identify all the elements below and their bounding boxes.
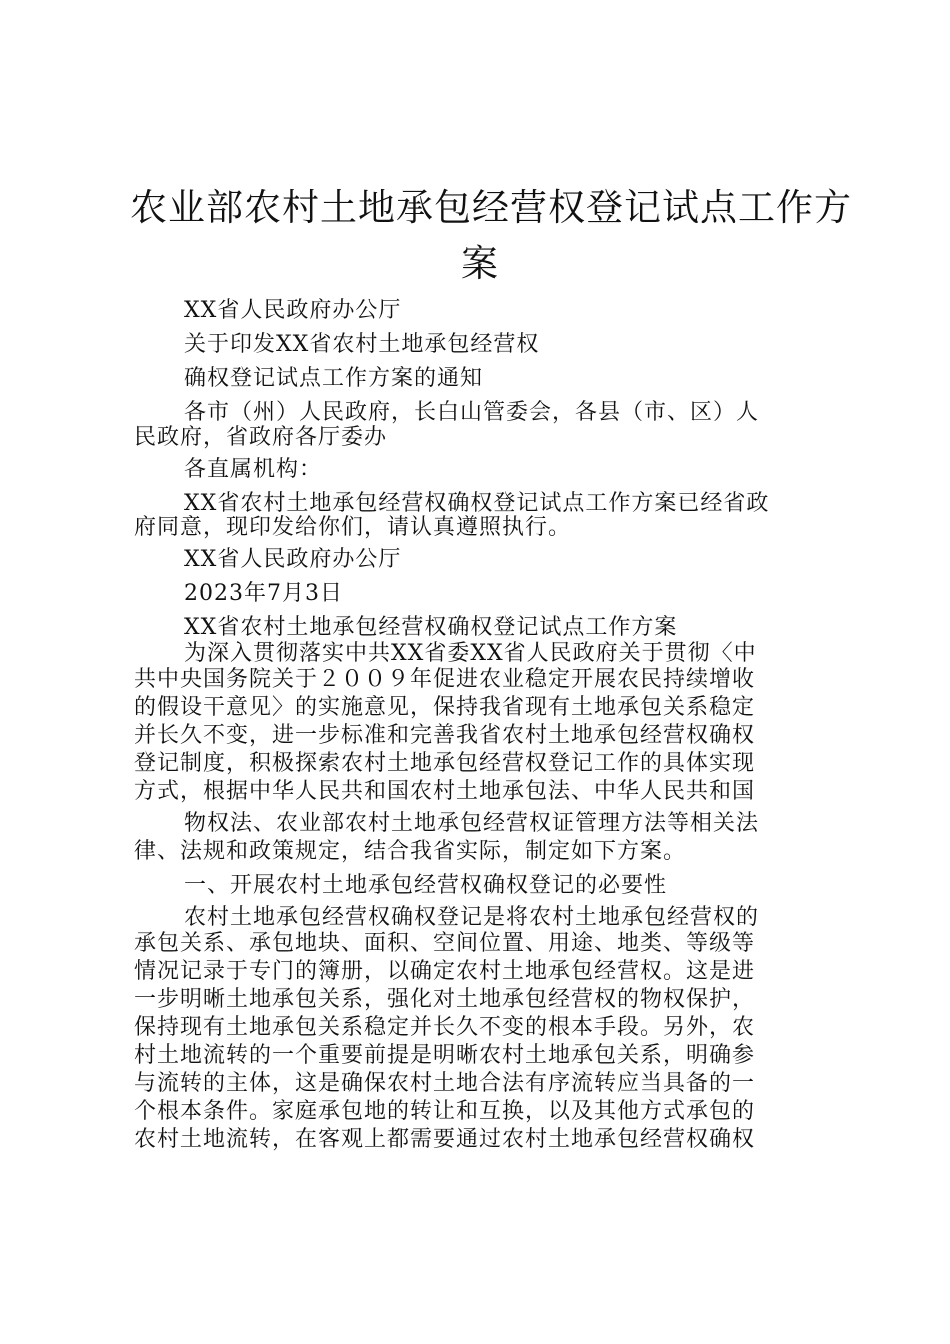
notice-title-line-1: 关于印发XX省农村土地承包经营权 (184, 332, 540, 357)
section-heading-1: 一、开展农村土地承包经营权确权登记的必要性 (184, 873, 668, 898)
recipients-line-2: 民政府，省政府各厅委办 (134, 425, 388, 450)
sender-office: XX省人民政府办公厅 (184, 298, 402, 323)
section-1-body-line-9: 农村土地流转，在客观上都需要通过农村土地承包经营权确权 (134, 1127, 756, 1152)
document-title-line-2: 案 (461, 242, 499, 285)
signature-date: 2023年7月3日 (184, 581, 343, 606)
section-1-body-line-3: 情况记录于专门的簿册，以确定农村土地承包经营权。这是进 (134, 959, 756, 984)
notice-title-line-2: 确权登记试点工作方案的通知 (184, 366, 484, 391)
document-title-line-1: 农业部农村土地承包经营权登记试点工作方 (130, 186, 852, 229)
plan-intro-line-3: 的假设干意见〉的实施意见，保持我省现有土地承包关系稳定 (134, 695, 756, 720)
plan-intro-line-2: 共中央国务院关于２００９年促进农业稳定开展农民持续增收 (134, 667, 756, 692)
signature-office: XX省人民政府办公厅 (184, 547, 402, 572)
plan-intro-line-7: 物权法、农业部农村土地承包经营权证管理方法等相关法 (184, 811, 760, 836)
plan-intro-line-5: 登记制度，积极探索农村土地承包经营权登记工作的具体实现 (134, 751, 756, 776)
plan-intro-line-8: 律、法规和政策规定，结合我省实际，制定如下方案。 (134, 839, 687, 864)
section-1-body-line-1: 农村土地承包经营权确权登记是将农村土地承包经营权的 (184, 905, 760, 930)
plan-intro-line-6: 方式，根据中华人民共和国农村土地承包法、中华人民共和国 (134, 779, 756, 804)
section-1-body-line-5: 保持现有土地承包关系稳定并长久不变的根本手段。另外，农 (134, 1015, 756, 1040)
section-1-body-line-7: 与流转的主体，这是确保农村土地合法有序流转应当具备的一 (134, 1071, 756, 1096)
recipients-line-1: 各市（州）人民政府，长白山管委会，各县（市、区）人 (184, 400, 760, 425)
plan-intro-line-4: 并长久不变，进一步标准和完善我省农村土地承包经营权确权 (134, 723, 756, 748)
recipients-line-3: 各直属机构： (184, 457, 323, 482)
plan-intro-line-1: 为深入贯彻落实中共XX省委XX省人民政府关于贯彻〈中 (184, 641, 757, 666)
section-1-body-line-8: 个根本条件。家庭承包地的转让和互换，以及其他方式承包的 (134, 1099, 756, 1124)
section-1-body-line-6: 村土地流转的一个重要前提是明晰农村土地承包关系，明确参 (134, 1043, 756, 1068)
notice-body-line-1: XX省农村土地承包经营权确权登记试点工作方案已经省政 (184, 491, 770, 516)
section-1-body-line-2: 承包关系、承包地块、面积、空间位置、用途、地类、等级等 (134, 931, 756, 956)
section-1-body-line-4: 一步明晰土地承包关系，强化对土地承包经营权的物权保护， (134, 987, 756, 1012)
notice-body-line-2: 府同意，现印发给你们，请认真遵照执行。 (134, 515, 572, 540)
plan-title: XX省农村土地承包经营权确权登记试点工作方案 (184, 615, 678, 640)
